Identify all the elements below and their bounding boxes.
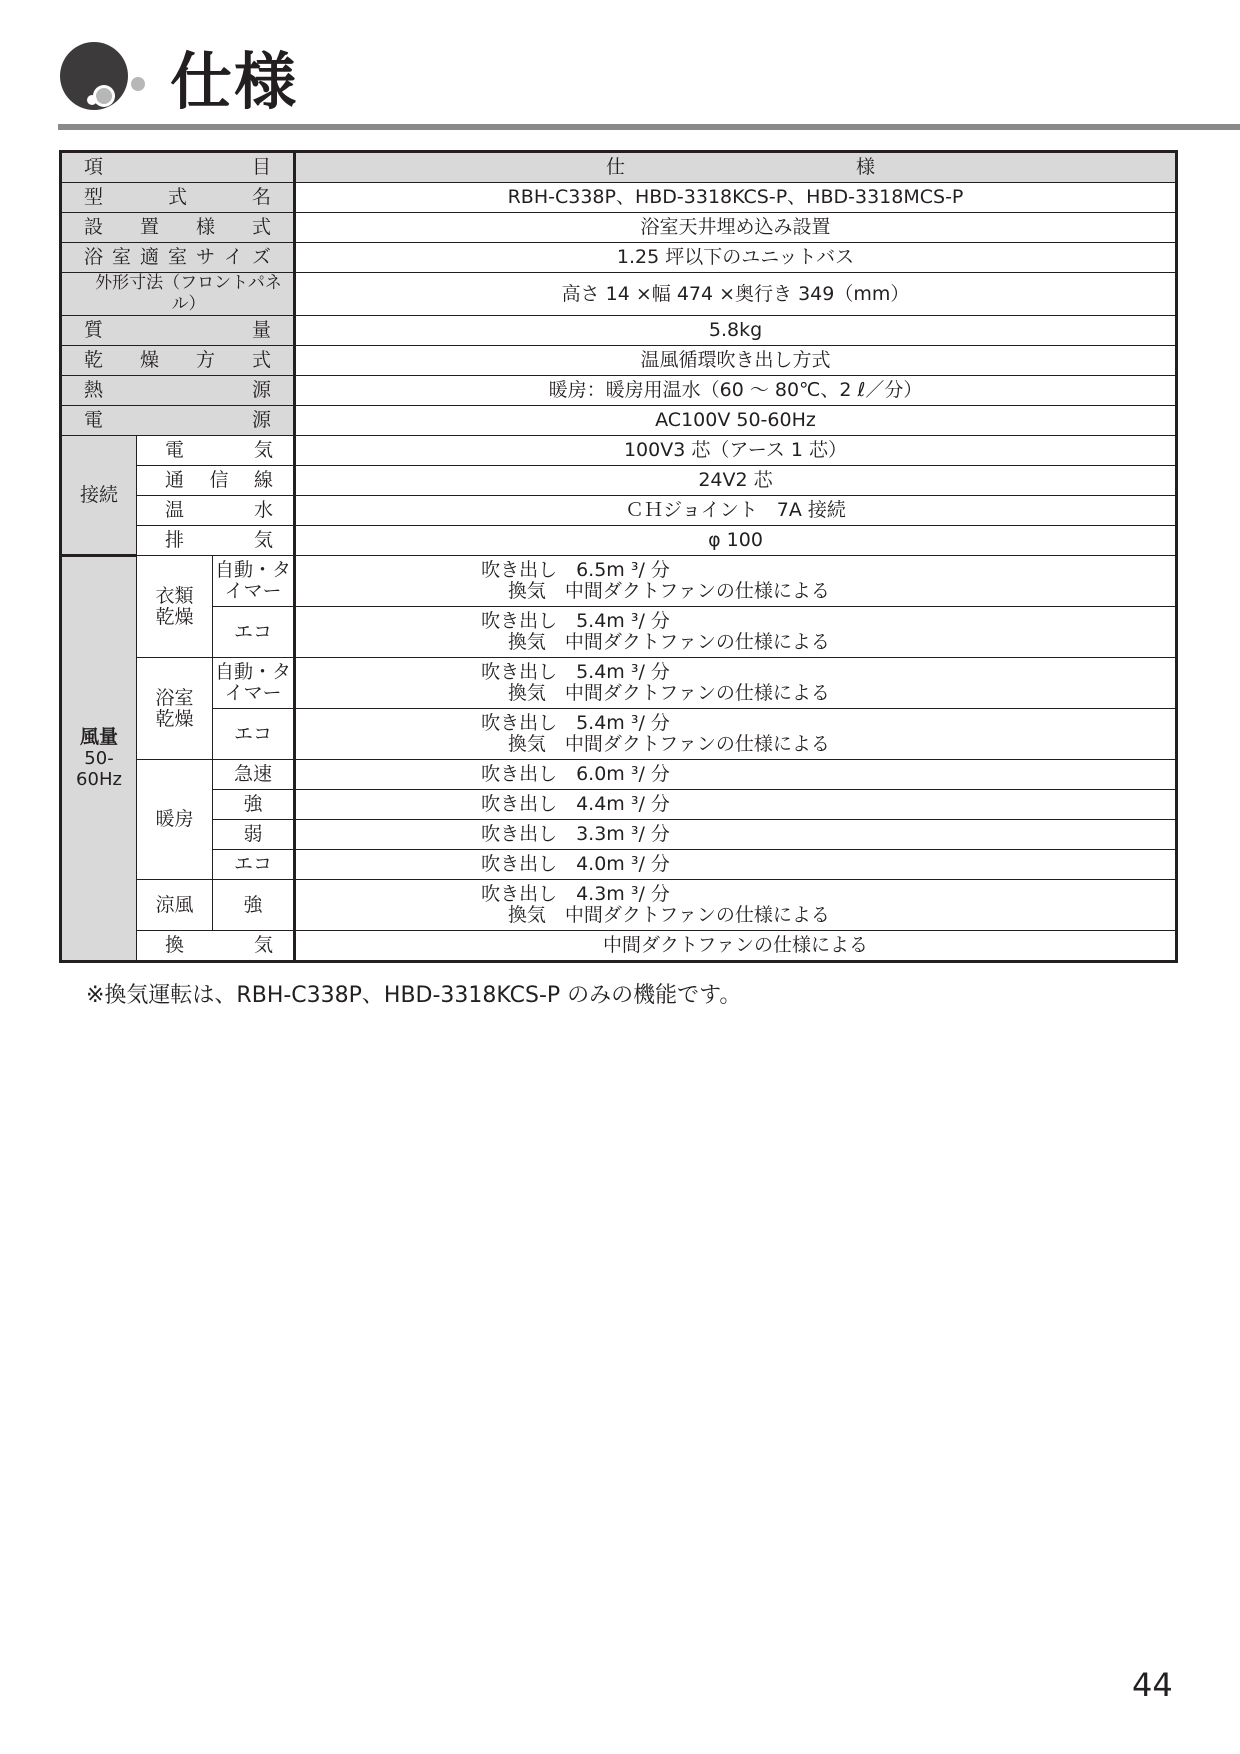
spec-value: AC100V 50-60Hz [295, 406, 1177, 436]
spec-value: 1.25 坪以下のユニットバス [295, 243, 1177, 273]
spec-value: ＣＨジョイント 7A 接続 [295, 496, 1177, 526]
table-row [61, 376, 1177, 406]
spec-table [59, 150, 1178, 963]
page-header [58, 40, 1240, 130]
label-char: 式 [251, 349, 271, 371]
label-char: 排 [165, 529, 185, 551]
label-char: 置 [139, 216, 159, 238]
header-spec-b: 様 [855, 156, 875, 178]
label-char: 質 [84, 319, 104, 341]
mode-label: 自動・タイマー [213, 556, 295, 607]
table-row [61, 243, 1177, 273]
airflow-frequency: 50-60Hz [76, 748, 122, 790]
table-row [61, 556, 1177, 607]
label-char: 燥 [139, 349, 159, 371]
airflow-title: 風量 [79, 726, 118, 748]
label-char: 信 [209, 469, 229, 491]
spec-value: 中間ダクトファンの仕様による [295, 931, 1177, 962]
page-title: 仕様 [170, 45, 299, 118]
spec-line-2: 換気 中間ダクトファンの仕様による [507, 733, 830, 755]
table-row [61, 346, 1177, 376]
table-row [61, 183, 1177, 213]
connection-group-label: 接続 [61, 436, 137, 556]
table-row [61, 466, 1177, 496]
spec-value: 24V2 芯 [295, 466, 1177, 496]
spec-value: 100V3 芯（アース 1 芯） [295, 436, 1177, 466]
airflow-group-label [61, 556, 137, 962]
spec-line-2: 換気 中間ダクトファンの仕様による [507, 904, 830, 926]
table-row [61, 526, 1177, 556]
page-number: 44 [1132, 1666, 1173, 1704]
spec-line-2: 換気 中間ダクトファンの仕様による [507, 580, 830, 602]
footnote: ※換気運転は、RBH-C338P、HBD-3318KCS-P のみの機能です。 [86, 983, 742, 1008]
label-char: 温 [165, 499, 185, 521]
label-char: 換 [165, 934, 185, 956]
label-char: 電 [165, 439, 185, 461]
label-char: 量 [251, 319, 271, 341]
heating-label: 暖房 [137, 760, 213, 880]
spec-value: RBH-C338P、HBD-3318KCS-P、HBD-3318MCS-P [295, 183, 1177, 213]
label-char: 式 [167, 186, 187, 208]
spec-value: 高さ 14 ×幅 474 ×奥行き 349（mm） [295, 273, 1177, 316]
label-char: 式 [251, 216, 271, 238]
mode-label: エコ [213, 607, 295, 658]
mode-label: 強 [213, 790, 295, 820]
spec-line-1: 吹き出し 3.3m ³/ 分 [481, 823, 670, 845]
bath-dry-label: 浴室乾燥 [137, 658, 213, 760]
spec-line-1: 吹き出し 5.4m ³/ 分 [481, 712, 670, 734]
table-row [61, 406, 1177, 436]
spec-value: 温風循環吹き出し方式 [295, 346, 1177, 376]
mode-label: エコ [213, 709, 295, 760]
label-char: 適 [139, 246, 159, 268]
spec-line-1: 吹き出し 5.4m ³/ 分 [481, 610, 670, 632]
clothes-dry-label: 衣類乾燥 [137, 556, 213, 658]
table-row [61, 760, 1177, 790]
label-char: 電 [84, 409, 104, 431]
label-char: 室 [111, 246, 131, 268]
label-char: 型 [84, 186, 104, 208]
mode-label: 急速 [213, 760, 295, 790]
header-item-cell [61, 152, 295, 183]
row-label: 外形寸法（フロントパネル） [61, 273, 295, 316]
header-spec-a: 仕 [606, 156, 626, 178]
table-row [61, 931, 1177, 962]
label-char: ズ [251, 246, 271, 268]
table-row [61, 316, 1177, 346]
table-row [61, 496, 1177, 526]
header-item-b: 目 [251, 156, 271, 178]
label-char: 方 [195, 349, 215, 371]
spec-line-1: 吹き出し 5.4m ³/ 分 [481, 661, 670, 683]
label-char: 気 [253, 439, 273, 461]
section-bullet-icon [58, 40, 168, 120]
table-row [61, 436, 1177, 466]
label-char: 源 [251, 379, 271, 401]
label-char: 乾 [84, 349, 104, 371]
spec-line-1: 吹き出し 6.0m ³/ 分 [481, 763, 670, 785]
spec-line-1: 吹き出し 4.3m ³/ 分 [481, 883, 670, 905]
spec-line-2: 換気 中間ダクトファンの仕様による [507, 631, 830, 653]
label-char: イ [223, 246, 243, 268]
label-char: 通 [165, 469, 185, 491]
spec-line-2: 換気 中間ダクトファンの仕様による [507, 682, 830, 704]
mode-label: エコ [213, 850, 295, 880]
label-char: 線 [253, 469, 273, 491]
label-char: 室 [167, 246, 187, 268]
title-rule [58, 124, 1240, 130]
spec-value: 5.8kg [295, 316, 1177, 346]
table-row [61, 273, 1177, 316]
table-row [61, 820, 1177, 850]
label-char: 気 [253, 934, 273, 956]
label-char: 源 [251, 409, 271, 431]
label-char: 設 [84, 216, 104, 238]
label-char: 熱 [84, 379, 104, 401]
spec-value: φ 100 [295, 526, 1177, 556]
mode-label: 強 [213, 880, 295, 931]
label-char: 浴 [84, 246, 104, 268]
spec-value: 暖房：暖房用温水（60 ～ 80℃、2 ℓ／分） [295, 376, 1177, 406]
cool-wind-label: 涼風 [137, 880, 213, 931]
table-row [61, 850, 1177, 880]
header-item-a: 項 [84, 156, 104, 178]
label-char: 気 [253, 529, 273, 551]
table-row [61, 790, 1177, 820]
table-row [61, 880, 1177, 931]
label-char: 様 [195, 216, 215, 238]
table-row [61, 658, 1177, 709]
spec-value: 浴室天井埋め込み設置 [295, 213, 1177, 243]
spec-line-1: 吹き出し 4.4m ³/ 分 [481, 793, 670, 815]
spec-line-1: 吹き出し 4.0m ³/ 分 [481, 853, 670, 875]
label-char: 水 [253, 499, 273, 521]
header-spec-cell [295, 152, 1177, 183]
mode-label: 自動・タイマー [213, 658, 295, 709]
table-row [61, 213, 1177, 243]
label-char: 名 [251, 186, 271, 208]
table-row [61, 709, 1177, 760]
table-row [61, 607, 1177, 658]
spec-line-1: 吹き出し 6.5m ³/ 分 [481, 559, 670, 581]
mode-label: 弱 [213, 820, 295, 850]
label-char: サ [195, 246, 215, 268]
table-header-row [61, 152, 1177, 183]
